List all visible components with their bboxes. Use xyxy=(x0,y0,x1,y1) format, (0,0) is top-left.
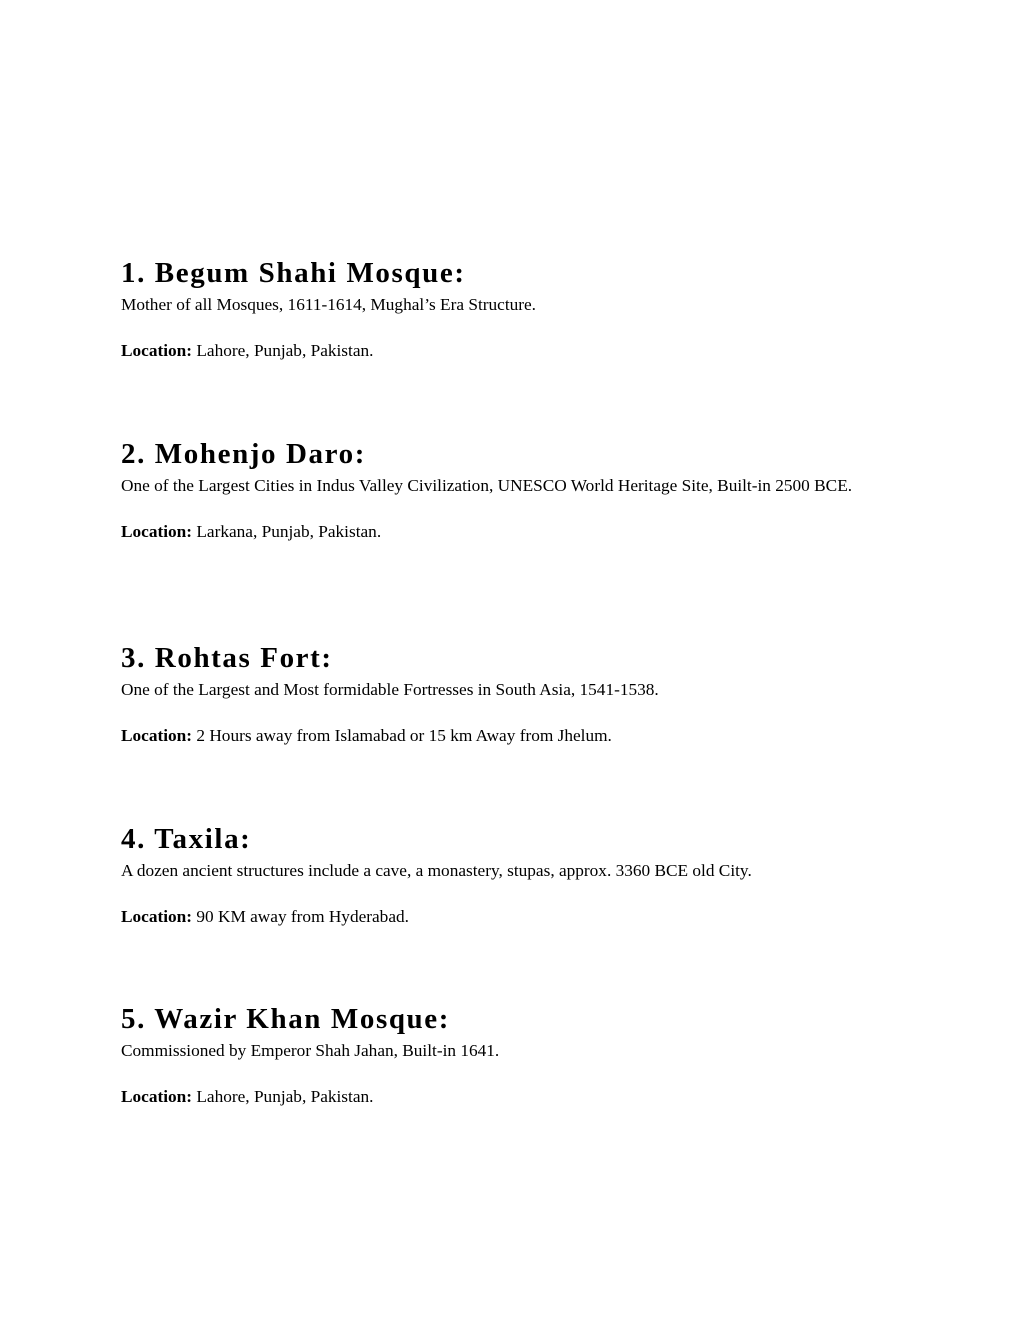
document-page xyxy=(121,0,904,1325)
entry-rohtas-fort xyxy=(121,640,904,747)
location-label: Location: xyxy=(121,341,193,360)
entry-heading: 4. Taxila: xyxy=(121,823,252,855)
location-label: Location: xyxy=(121,1087,193,1106)
entry-taxila xyxy=(121,821,904,928)
location-value: 2 Hours away from Islamabad or 15 km Away from Jhelum. xyxy=(192,726,612,745)
location-label: Location: xyxy=(121,726,193,745)
entry-location xyxy=(121,724,904,747)
entry-heading: 1. Begum Shahi Mosque: xyxy=(121,257,466,289)
entry-heading: 2. Mohenjo Daro: xyxy=(121,438,366,470)
entry-description: Commissioned by Emperor Shah Jahan, Built-in 1641. xyxy=(121,1041,500,1060)
location-label: Location: xyxy=(121,907,193,926)
location-label: Location: xyxy=(121,522,193,541)
entry-location xyxy=(121,520,904,543)
entry-wazir-khan-mosque xyxy=(121,1001,904,1108)
entry-description: One of the Largest Cities in Indus Valley Civilization, UNESCO World Heritage Site, Built-in 2500 BCE. xyxy=(121,476,853,495)
location-value: Lahore, Punjab, Pakistan. xyxy=(192,1087,374,1106)
entry-heading: 5. Wazir Khan Mosque: xyxy=(121,1003,451,1035)
entry-description: A dozen ancient structures include a cave, a monastery, stupas, approx. 3360 BCE old City. xyxy=(121,861,752,880)
entry-description: One of the Largest and Most formidable Fortresses in South Asia, 1541-1538. xyxy=(121,680,659,699)
entry-begum-shahi-mosque xyxy=(121,255,904,362)
entry-mohenjo-daro xyxy=(121,436,904,543)
location-value: 90 KM away from Hyderabad. xyxy=(192,907,409,926)
entry-heading: 3. Rohtas Fort: xyxy=(121,642,333,674)
entry-location xyxy=(121,905,904,928)
location-value: Larkana, Punjab, Pakistan. xyxy=(192,522,382,541)
entry-location xyxy=(121,339,904,362)
entry-location xyxy=(121,1085,904,1108)
location-value: Lahore, Punjab, Pakistan. xyxy=(192,341,374,360)
entry-description: Mother of all Mosques, 1611-1614, Mughal’s Era Structure. xyxy=(121,295,537,314)
